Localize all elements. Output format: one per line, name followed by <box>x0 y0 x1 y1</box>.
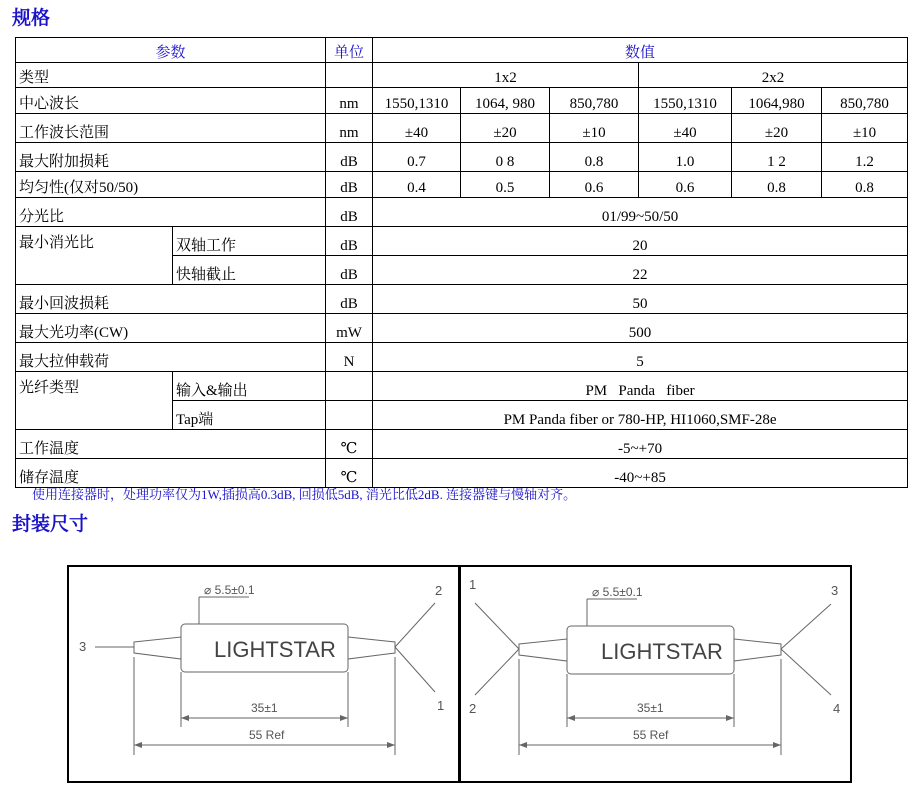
center-wl-v2: 850,780 <box>550 88 639 114</box>
wl-range-v0: ±40 <box>373 114 461 143</box>
store-temp-label: 储存温度 <box>16 459 326 488</box>
brand-label: LIGHTSTAR <box>214 637 336 662</box>
type-unit <box>326 63 373 88</box>
fiber-type-row-1 <box>16 372 908 401</box>
drawing-1x2 <box>69 567 458 781</box>
port-2-label: 2 <box>469 701 477 716</box>
wl-range-unit: nm <box>326 114 373 143</box>
header-unit: 单位 <box>326 38 373 63</box>
fiber-type-unit1 <box>326 372 373 401</box>
uniformity-v4: 0.8 <box>732 172 822 198</box>
max-power-row <box>16 314 908 343</box>
wl-range-v3: ±40 <box>639 114 732 143</box>
type-row <box>16 63 908 88</box>
right-boot <box>734 639 781 661</box>
port-2-label: 2 <box>435 583 443 598</box>
tensile-unit: N <box>326 343 373 372</box>
uniformity-unit: dB <box>326 172 373 198</box>
type-1x2: 1x2 <box>373 63 639 88</box>
arrow55-r <box>387 742 395 748</box>
uniformity-v5: 0.8 <box>822 172 908 198</box>
diameter-value: 5.5±0.1 <box>214 583 255 597</box>
excess-loss-unit: dB <box>326 143 373 172</box>
excess-loss-v1: 0 8 <box>461 143 550 172</box>
center-wl-row <box>16 88 908 114</box>
op-temp-unit: ℃ <box>326 430 373 459</box>
diameter-value: 5.5±0.1 <box>602 585 643 599</box>
wl-range-v4: ±20 <box>732 114 822 143</box>
uniformity-v0: 0.4 <box>373 172 461 198</box>
excess-loss-v2: 0.8 <box>550 143 639 172</box>
arrow55-r <box>773 742 781 748</box>
length-35-label: 35±1 <box>637 701 664 715</box>
package-title: 封装尺寸 <box>12 513 89 535</box>
package-drawing <box>67 565 852 783</box>
input-fiber-1 <box>475 603 519 649</box>
header-param: 参数 <box>16 38 326 63</box>
center-wl-v5: 850,780 <box>822 88 908 114</box>
split-ratio-unit: dB <box>326 198 373 227</box>
center-wl-v0: 1550,1310 <box>373 88 461 114</box>
output-fiber-bottom <box>395 647 435 692</box>
center-wl-v1: 1064, 980 <box>461 88 550 114</box>
output-fiber-top <box>395 603 435 647</box>
type-2x2: 2x2 <box>639 63 908 88</box>
tensile-row <box>16 343 908 372</box>
input-fiber-2 <box>475 649 519 695</box>
diameter-label: ⌀ 5.5±0.1 <box>592 585 643 599</box>
port-3-label: 3 <box>79 639 87 654</box>
excess-loss-label: 最大附加损耗 <box>16 143 326 172</box>
store-temp-value: -40~+85 <box>373 459 908 488</box>
port-3-label: 3 <box>831 583 839 598</box>
port-1-label: 1 <box>469 577 477 592</box>
arrow55-l <box>134 742 142 748</box>
max-power-unit: mW <box>326 314 373 343</box>
wl-range-v1: ±20 <box>461 114 550 143</box>
uniformity-row <box>16 172 908 198</box>
extinction-unit1: dB <box>326 227 373 256</box>
split-ratio-label: 分光比 <box>16 198 326 227</box>
extinction-value2: 22 <box>373 256 908 285</box>
op-temp-row <box>16 430 908 459</box>
output-fiber-3 <box>781 604 831 649</box>
uniformity-v2: 0.6 <box>550 172 639 198</box>
spec-table <box>15 37 908 488</box>
op-temp-label: 工作温度 <box>16 430 326 459</box>
wl-range-v5: ±10 <box>822 114 908 143</box>
wl-range-row <box>16 114 908 143</box>
arrow35-l <box>181 715 189 721</box>
max-power-label: 最大光功率(CW) <box>16 314 326 343</box>
store-temp-unit: ℃ <box>326 459 373 488</box>
left-boot <box>519 639 567 661</box>
tensile-label: 最大拉伸载荷 <box>16 343 326 372</box>
diameter-label: ⌀ 5.5±0.1 <box>204 583 255 597</box>
port-4-label: 4 <box>833 701 841 716</box>
fiber-type-value1: PM Panda fiber <box>373 372 908 401</box>
tensile-value: 5 <box>373 343 908 372</box>
left-boot <box>134 637 181 659</box>
return-loss-value: 50 <box>373 285 908 314</box>
excess-loss-v0: 0.7 <box>373 143 461 172</box>
connector-note: 使用连接器时，处理功率仅为1W,插损高0.3dB, 回损低5dB, 消光比低2dB. 连接器键与慢轴对齐。 <box>32 487 577 502</box>
excess-loss-v4: 1 2 <box>732 143 822 172</box>
fiber-type-label: 光纤类型 <box>16 372 173 430</box>
extinction-unit2: dB <box>326 256 373 285</box>
uniformity-label: 均匀性(仅对50/50) <box>16 172 326 198</box>
fiber-type-sub1: 输入&输出 <box>173 372 326 401</box>
port-1-label: 1 <box>437 698 445 713</box>
wl-range-v2: ±10 <box>550 114 639 143</box>
extinction-sub2: 快轴截止 <box>173 256 326 285</box>
arrow35-l <box>567 715 575 721</box>
uniformity-v1: 0.5 <box>461 172 550 198</box>
split-ratio-row <box>16 198 908 227</box>
excess-loss-v5: 1.2 <box>822 143 908 172</box>
uniformity-v3: 0.6 <box>639 172 732 198</box>
wl-range-label: 工作波长范围 <box>16 114 326 143</box>
split-ratio-value: 01/99~50/50 <box>373 198 908 227</box>
extinction-row-1 <box>16 227 908 256</box>
return-loss-row <box>16 285 908 314</box>
length-55-label: 55 Ref <box>633 728 669 742</box>
extinction-sub1: 双轴工作 <box>173 227 326 256</box>
arrow55-l <box>519 742 527 748</box>
arrow35-r <box>340 715 348 721</box>
center-wl-unit: nm <box>326 88 373 114</box>
type-label: 类型 <box>16 63 326 88</box>
fiber-type-value2: PM Panda fiber or 780-HP, HI1060,SMF-28e <box>373 401 908 430</box>
spec-title: 规格 <box>12 7 51 29</box>
max-power-value: 500 <box>373 314 908 343</box>
return-loss-unit: dB <box>326 285 373 314</box>
center-wl-v3: 1550,1310 <box>639 88 732 114</box>
center-wl-v4: 1064,980 <box>732 88 822 114</box>
excess-loss-v3: 1.0 <box>639 143 732 172</box>
length-35-label: 35±1 <box>251 701 278 715</box>
length-55-label: 55 Ref <box>249 728 285 742</box>
right-boot <box>348 637 395 659</box>
fiber-type-unit2 <box>326 401 373 430</box>
fiber-type-sub2: Tap端 <box>173 401 326 430</box>
arrow35-r <box>726 715 734 721</box>
extinction-value1: 20 <box>373 227 908 256</box>
drawing-2x2 <box>461 567 853 781</box>
excess-loss-row <box>16 143 908 172</box>
return-loss-label: 最小回波损耗 <box>16 285 326 314</box>
extinction-label: 最小消光比 <box>16 227 173 285</box>
op-temp-value: -5~+70 <box>373 430 908 459</box>
center-wl-label: 中心波长 <box>16 88 326 114</box>
header-value: 数值 <box>373 38 908 63</box>
header-row <box>16 38 908 63</box>
brand-label: LIGHTSTAR <box>601 639 723 664</box>
output-fiber-4 <box>781 649 831 695</box>
